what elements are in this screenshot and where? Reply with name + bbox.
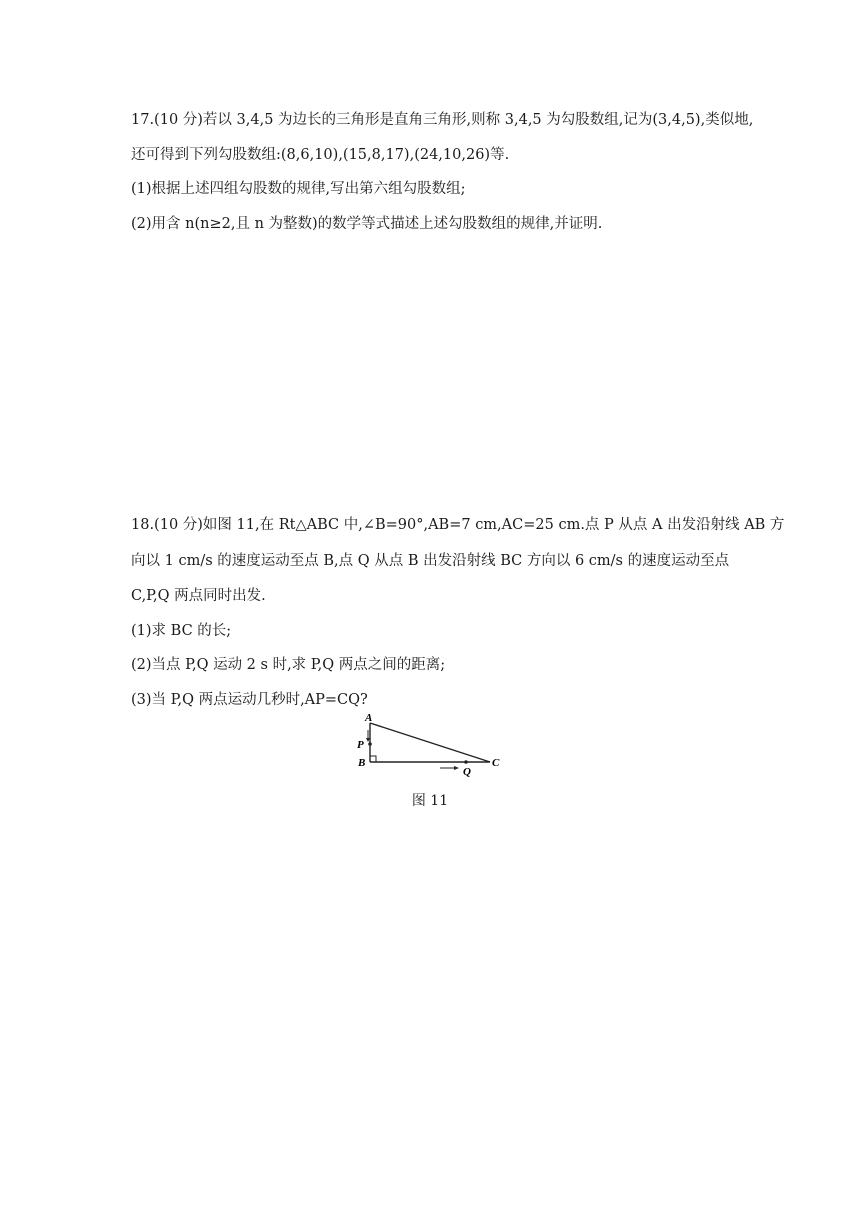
q18-stem-line-2: 向以 1 cm/s 的速度运动至点 B,点 Q 从点 B 出发沿射线 BC 方向以 6 cm/s 的速度运动至点 (131, 553, 730, 569)
q18-part-2: (2)当点 P,Q 运动 2 s 时,求 P,Q 两点之间的距离; (131, 657, 446, 673)
q18-part-3: (3)当 P,Q 两点运动几秒时,AP=CQ? (131, 692, 368, 708)
figure-caption: 图 11 (411, 793, 449, 809)
label-c: C (492, 757, 500, 769)
label-q: Q (463, 766, 471, 778)
right-angle-mark (370, 756, 376, 762)
q17-part-2: (2)用含 n(n≥2,且 n 为整数)的数学等式描述上述勾股数组的规律,并证明. (131, 216, 603, 232)
point-p (368, 742, 372, 746)
point-q (464, 760, 468, 764)
q17-part-1: (1)根据上述四组勾股数的规律,写出第六组勾股数组; (131, 181, 466, 197)
q18-stem-line-1: 18.(10 分)如图 11,在 Rt△ABC 中,∠B=90°,AB=7 cm,AC=25 cm.点 P 从点 A 出发沿射线 AB 方 (131, 517, 785, 533)
q18-stem-line-3: C,P,Q 两点同时出发. (131, 588, 266, 604)
label-b: B (358, 757, 366, 769)
arrow-right-icon (454, 766, 459, 770)
side-ac (370, 723, 490, 762)
triangle-figure (352, 710, 512, 780)
q17-stem-line-1: 17.(10 分)若以 3,4,5 为边长的三角形是直角三角形,则称 3,4,5 为勾股数组,记为(3,4,5),类似地, (131, 112, 754, 128)
label-a: A (365, 712, 373, 724)
q18-part-1: (1)求 BC 的长; (131, 623, 232, 639)
label-p: P (357, 739, 364, 751)
q17-stem-line-2: 还可得到下列勾股数组:(8,6,10),(15,8,17),(24,10,26)等. (131, 147, 510, 163)
